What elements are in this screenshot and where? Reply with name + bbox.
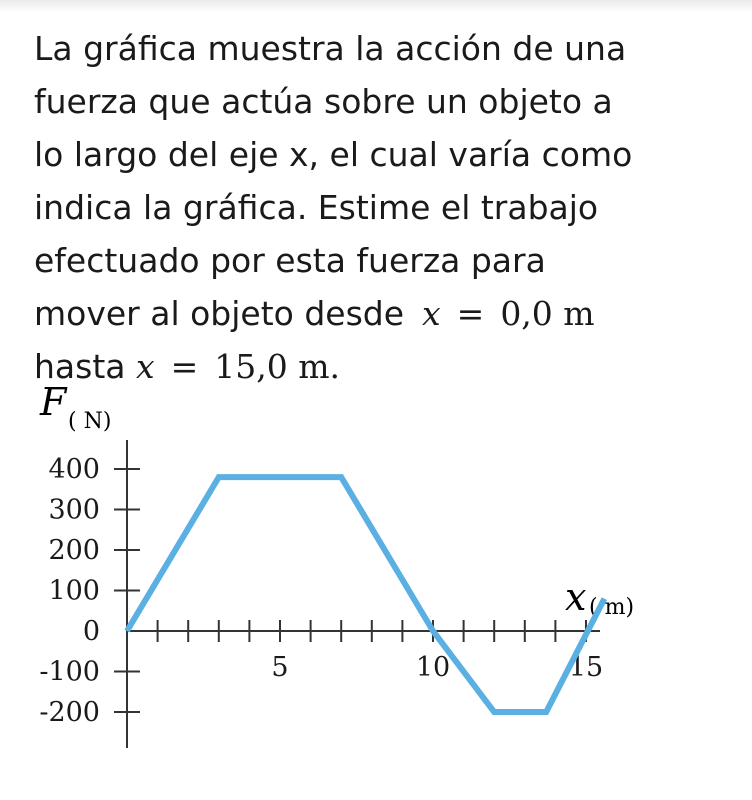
equals-sign-end: = — [170, 347, 199, 386]
x-axis-label-variable: x — [565, 575, 587, 619]
problem-line-5-text: efectuado por esta fuerza para — [34, 241, 546, 280]
x-variable: x — [422, 294, 441, 333]
x-variable-end: x — [136, 347, 155, 386]
problem-line-2-text: fuerza que actúa sobre un objeto a — [34, 82, 613, 121]
y-tick-label: 300 — [48, 494, 100, 526]
problem-line-4-text: indica la gráfica. Estime el trabajo — [34, 188, 599, 227]
x-tick-label: 5 — [271, 652, 289, 683]
y-tick-label: -100 — [39, 656, 100, 688]
x-tick-label: 10 — [415, 652, 451, 683]
problem-line-6-text: mover al objeto desde — [34, 294, 405, 333]
x-axis-label-unit: ( m) — [589, 595, 635, 620]
y-tick-label: 400 — [48, 454, 100, 485]
y-axis-label-variable: F — [40, 380, 67, 424]
y-axis-label-unit: ( N) — [68, 409, 112, 434]
y-tick-label: -200 — [39, 697, 100, 728]
problem-line-1-text: La gráfica muestra la acción de una — [34, 29, 627, 68]
problem-line-7-text: hasta — [34, 347, 126, 386]
problem-line-3-text: lo largo del eje x, el cual varía como — [34, 135, 633, 174]
x-end-value: 15,0 m — [214, 347, 330, 386]
end-punctuation: . — [329, 347, 341, 386]
y-tick-label: 200 — [48, 535, 100, 566]
x-start-value: 0,0 m — [500, 294, 595, 333]
x-tick-label: 15 — [568, 652, 604, 683]
y-tick-label: 100 — [48, 575, 100, 607]
force-series-line — [127, 477, 604, 712]
y-tick-label: 0 — [82, 616, 100, 647]
equals-sign: = — [456, 294, 485, 333]
